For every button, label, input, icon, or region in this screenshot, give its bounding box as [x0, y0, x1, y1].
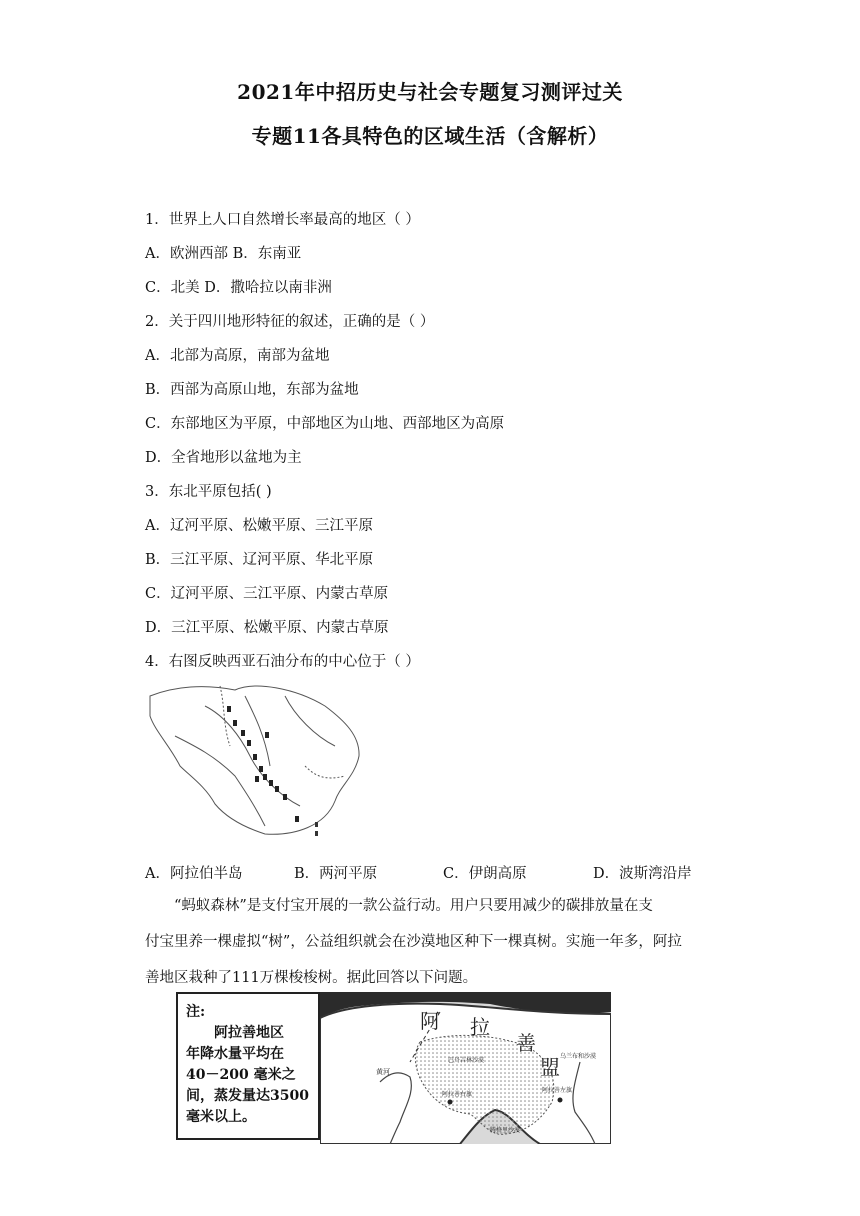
alxa-region-map [320, 992, 611, 1144]
map-label-ulan-buh: 乌兰布和沙漠 [560, 1053, 597, 1060]
question-1-stem: 1．世界上人口自然增长率最高的地区（ ） [145, 212, 420, 228]
note-line-4: 间，蒸发量达3500 [186, 1088, 309, 1104]
question-4-option-b: B．两河平原 [294, 866, 378, 882]
note-label: 注: [186, 1004, 206, 1020]
map-label-yellow-river: 黄河 [376, 1068, 390, 1076]
question-1-options-ab: A．欧洲西部 B．东南亚 [145, 246, 302, 262]
note-line-1: 阿拉善地区 [214, 1025, 284, 1041]
title-line-1: 2021年中招历史与社会专题复习测评过关 [237, 80, 623, 104]
map-label-tengger: 腾格里沙漠 [490, 1127, 521, 1134]
question-3-option-c: C．辽河平原、三江平原、内蒙古草原 [145, 586, 389, 602]
question-4-option-a: A．阿拉伯半岛 [145, 866, 243, 882]
passage [145, 888, 720, 996]
map-label-alxa-left: 阿拉善左旗 [542, 1087, 573, 1094]
map-label-a: 阿 [420, 1009, 440, 1033]
rainfall-note-box [176, 992, 320, 1140]
note-line-5: 毫米以上。 [186, 1109, 256, 1125]
map-label-meng: 盟 [540, 1055, 560, 1079]
map-label-badain-jaran: 巴丹吉林沙漠 [448, 1057, 485, 1064]
question-4-stem: 4．右图反映西亚石油分布的中心位于（ ） [145, 654, 420, 670]
map-label-la: 拉 [470, 1015, 490, 1039]
passage-line-2: 付宝里养一棵虚拟“树”，公益组织就会在沙漠地区种下一棵真树。实施一年多，阿拉 [145, 934, 682, 950]
title-line-2: 专题11各具特色的区域生活（含解析） [251, 124, 609, 148]
question-1-options-cd: C．北美 D．撒哈拉以南非洲 [145, 280, 332, 296]
question-3-option-b: B．三江平原、辽河平原、华北平原 [145, 552, 374, 568]
note-line-2: 年降水量平均在 [186, 1046, 284, 1062]
question-3-stem: 3．东北平原包括( ) [145, 484, 272, 500]
question-2-option-d: D．全省地形以盆地为主 [145, 450, 302, 466]
note-line-3: 40－200 毫米之 [186, 1067, 296, 1083]
map-label-shan: 善 [516, 1031, 536, 1055]
question-2-option-a: A．北部为高原，南部为盆地 [145, 348, 330, 364]
passage-line-3: 善地区栽种了111万棵梭梭树。据此回答以下问题。 [145, 970, 478, 986]
question-3-option-a: A．辽河平原、松嫩平原、三江平原 [145, 518, 373, 534]
map-label-alxa-right: 阿拉善右旗 [442, 1091, 473, 1098]
west-asia-oil-map [145, 676, 365, 846]
passage-line-1: “蚂蚁森林”是支付宝开展的一款公益行动。用户只要用减少的碳排放量在支 [174, 898, 653, 914]
question-4-option-d: D．波斯湾沿岸 [593, 866, 692, 882]
question-2-option-c: C．东部地区为平原，中部地区为山地、西部地区为高原 [145, 416, 505, 432]
question-2-option-b: B．西部为高原山地，东部为盆地 [145, 382, 359, 398]
question-3-option-d: D．三江平原、松嫩平原、内蒙古草原 [145, 620, 389, 636]
oil-field-markers [227, 706, 299, 822]
question-4-option-c: C．伊朗高原 [443, 866, 527, 882]
question-2-stem: 2．关于四川地形特征的叙述，正确的是（ ） [145, 314, 435, 330]
